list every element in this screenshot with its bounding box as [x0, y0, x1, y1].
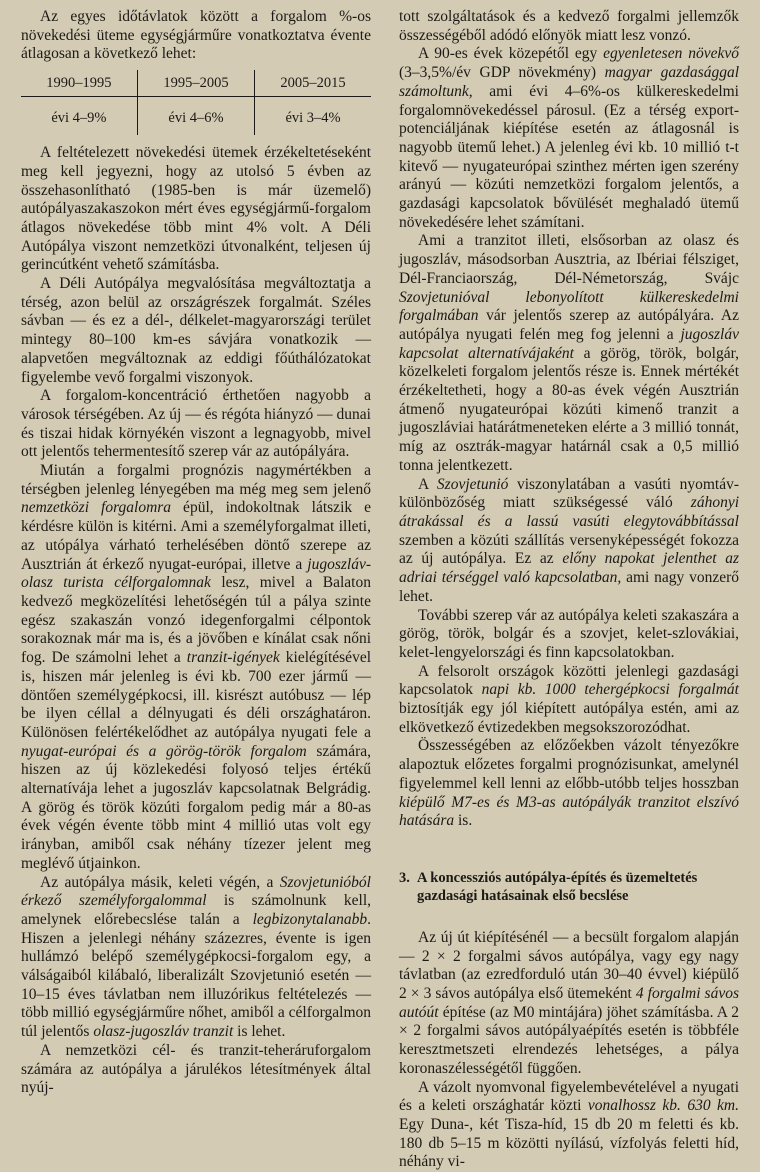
- paragraph: tott szolgáltatások és a kedvező forgalmi jellemzők összességéből adódó előnyök miatt lesz vonzó.: [399, 8, 739, 44]
- emphasis-text: egyenletesen növekvő: [603, 45, 739, 63]
- right-column: [399, 8, 739, 1172]
- text-run: A 90-es évek közepétől egy: [418, 45, 604, 63]
- paragraph: [399, 663, 739, 738]
- emphasis-text: vonalhossz kb. 630 km.: [587, 1097, 739, 1115]
- emphasis-text: előny napokat jelenthet az adriai térséggel való kapcsolatban,: [399, 550, 739, 587]
- text-run: Összességében az előzőekben vázolt tényezőkre alapoztuk előzetes forgalmi prognózisunkat, amelynél figyelemmel kell lenni az előbb-utóbb teljes hosszban: [399, 737, 739, 792]
- text-run: is számolnunk kell, amelynek előrebecslése talán a: [21, 892, 371, 928]
- section-number: 3.: [399, 869, 410, 886]
- left-column: [21, 8, 371, 1098]
- section-title: A koncessziós autópálya-építés és üzemeltetés gazdasági hatásainak első becslése: [417, 869, 698, 904]
- text-run: A felsorolt országok közötti jelenlegi gazdasági kapcsolatok: [399, 662, 739, 699]
- paragraph: A nemzetközi cél- és tranzit-teheráruforgalom számára az autópálya a járulékos létesítmények által nyúj-: [21, 1041, 371, 1097]
- text-run: lesz, mivel a Balaton kedvező megközelítési lehetőségén túl a pálya szinte egész szakaszán vonzó idegenforgalmi célpontok sorakoznak már ma is, és a jövőben e kínálat csak nőni fog. De számolni lehet a: [21, 574, 371, 667]
- paragraph: A Déli Autópálya megvalósítása megváltoztatja a térség, azon belül az országrészek forgalmát. Széles sávban — és ez a dél-, délkelet-magyarországi terület mintegy 80–100 km-es sávjára vonatkozik — alapvetően megváltoznak az eddigi főúthálózatokat figyelembe vevő forgalmi viszonyok.: [21, 275, 371, 386]
- period-header-2: 1995–2005: [137, 70, 254, 97]
- emphasis-text: 4 forgalmi sávos autóút: [399, 985, 740, 1021]
- growth-rate-table: [21, 70, 371, 135]
- growth-table-value-row: [21, 97, 371, 136]
- text-run: Ami a tranzitot illeti, elsősorban az olasz és jugoszláv, másodsorban Ausztria, az Ibériai félsziget, Dél-Franciaország, Dél-Németország, Svájc: [399, 232, 739, 287]
- text-run: is.: [454, 812, 473, 830]
- emphasis-text: jugoszláv kapcsolat alternatívájaként: [399, 325, 739, 362]
- text-run: a görög, török, bolgár, közelkeleti forgalom jelentős része is. Ennek mértékét érzékeltetheti, hogy a 80-as évek végén Ausztrián átmenő nyugateurópai közúti kimenő tranzit a jugoszláviai határátmeneteken elérte a 3 millió tonnát, míg az osztrák-magyar határnál csak a 0,5 millió tonna jelentkezett.: [399, 344, 739, 474]
- text-run: Az autópálya másik, keleti végén, a: [40, 873, 280, 891]
- growth-value-2: évi 4–6%: [137, 97, 254, 136]
- paragraph: A feltételezett növekedési ütemek érzékeltetéseként meg kell jegyezni, hogy az utolsó 5 évben az összehasonlítható (1985-ben is már üzemelő) autópályaszakaszokon mért éves egységjármű-forgalom átlagos növekedése több mint 4% volt. A Déli Autópálya viszont nemzetközi útvonalként, teljesen új gerincútként vehető számításba.: [21, 144, 371, 274]
- emphasis-text: nyugat-európai és a görög-török forgalom: [21, 742, 307, 760]
- paragraph: [399, 929, 739, 1079]
- emphasis-text: Szovjetunióval lebonyolított külkereskedelmi forgalmában: [399, 288, 739, 325]
- growth-value-1: évi 4–9%: [51, 109, 107, 126]
- emphasis-text: magyar gazdasággal számoltunk,: [399, 64, 739, 100]
- text-run: számára, hiszen az új közlekedési folyosó teljes értékű alternatívája lehet a jugoszláv kapcsolatnak Belgrádig. A görög és török közúti forgalom pedig már a 80-as évek végén évente több mint 4 millió utas volt egy irányban, amiből csak néhány tízezer jelent meg meglévő útjainkon.: [21, 742, 371, 872]
- paragraph: A forgalom-koncentráció érthetően nagyobb a városok térségében. Az új — és régóta hiányzó — dunai és tiszai hidak környékén viszont a legnagyobb, mivel ott jelentős tehermentesítő szerep vár az autópályára.: [21, 387, 371, 461]
- emphasis-text: kiépülő M7-es és M3-as autópályák tranzitot elszívó hatására: [399, 793, 739, 830]
- text-run: (3–3,5%/év GDP növekmény): [399, 64, 605, 82]
- text-run: viszonylatában a vasúti nyomtáv-különbözőség miatt szükségessé váló: [399, 475, 739, 512]
- text-run: Egy Duna-, két Tisza-híd, 15 db 20 m feletti és kb. 180 db 5–15 m közötti nyílású, vízfolyás feletti híd, néhány vi-: [399, 1115, 739, 1171]
- text-run: vár jelentős szerep az autópályára. Az autópálya nyugati felén meg fog jelenni a: [399, 307, 739, 343]
- paragraph: [399, 476, 739, 607]
- text-run: . Hiszen a jelenlegi néhány százezres, évente is igen hullámzó belépő személygépkocsi-forgalom egy, a válságaiból kilábaló, liberalizált Szovjetunió esetén — 10–15 éves távlatban nem illuzórikus feltételezés — több millió egységjárműre nőhet, amiből a célforgalmon túl jelentős: [21, 910, 371, 1041]
- emphasis-text: jugoszláv-olasz turista célforgalomnak: [21, 555, 371, 592]
- emphasis-text: tranzit-igények: [186, 649, 280, 667]
- growth-value-3: évi 3–4%: [255, 97, 371, 136]
- emphasis-text: olasz-jugoszláv tranzit: [93, 1023, 234, 1041]
- text-run: is lehet.: [233, 1023, 286, 1041]
- period-header-1: 1990–1995: [21, 70, 137, 97]
- emphasis-text: Szovjetunió: [436, 475, 509, 493]
- emphasis-text: legbizonytalanabb: [252, 910, 368, 928]
- section-heading: [399, 869, 739, 905]
- text-run: ami nagy vonzerő lehet.: [399, 569, 739, 605]
- text-run: ami évi 4–6%-os külkereskedelmi forgalomnövekedéssel párosul. (Ez a térség export-potenciáljának kiépítése esetén az átlagosnál is nagyobb ütemű lehet.) A jelenleg évi kb. 10 millió t-t kitevő — nyugateurópai szinthez mérten igen szerény arányú — közúti nemzetközi forgalom jelentős, a gazdasági kapcsolatok bővülését meghaladó ütemű növekedésére lehet számítani.: [399, 82, 739, 231]
- paragraph: [21, 462, 371, 873]
- text-run: épül, indokoltnak látszik e kérdésre külön is kitérni. Ami a személyforgalmat illeti, az utópálya várható terhelésében döntő szerepe az Ausztrián át érkező nyugat-európai, illetve a: [21, 499, 371, 573]
- paragraph: [21, 874, 371, 1042]
- growth-table-header-row: [21, 70, 371, 97]
- text-run: A vázolt nyomvonal figyelembevételével a nyugati és a keleti országhatár közti: [399, 1078, 739, 1115]
- paragraph: [399, 1079, 739, 1172]
- paragraph: [399, 45, 739, 232]
- text-run: biztosítják egy jól kiépített autópálya estén, ami az elkövetkező évtizedekben megsokszorozódhat.: [399, 700, 739, 736]
- emphasis-text: Szovjetunióból érkező személyforgalommal: [21, 873, 371, 910]
- text-run: Az új út kiépítésénél — a becsült forgalom alapján — 2 × 2 forgalmi sávos autópálya, vagy egy nagy távlatban (az ezredforduló után 30–40 évvel) kiépülő 2 × 3 sávos autópálya első ütemeként: [399, 928, 739, 1003]
- paragraph: További szerep vár az autópálya keleti szakaszára a görög, török, bolgár és a szovjet, kelet-szlovákiai, kelet-lengyelországi és finn kapcsolatokban.: [399, 606, 739, 661]
- text-run: kielégítésével is, hiszen már jelenleg is évi kb. 700 ezer jármű — döntően személygépkocsi, ill. kisrészt autóbusz — lép be ilyen céllal a délnyugati és déli országhatáron. Különösen felértékelődhet az autópálya nyugati fele a: [21, 649, 371, 741]
- emphasis-text: napi kb. 1000 tehergépkocsi forgalmát: [481, 681, 739, 699]
- text-run: Miután a forgalmi prognózis nagymértékben a térségben jelenleg lényegében ma még meg sem jelenő: [21, 462, 371, 498]
- emphasis-text: nemzetközi forgalomra: [21, 499, 172, 517]
- text-run: szemben a közúti szállítás versenyképességét fokozza az új autópálya. Ez az: [399, 531, 739, 568]
- intro-paragraph: Az egyes időtávlatok között a forgalom %-os növekedési üteme egységjárműre vonatkoztatva évente átlagosan a következő lehet:: [21, 8, 371, 63]
- text-run: építése (az M0 mintájára) jöhet számításba. A 2 × 2 forgalmi sávos autópályaépítés esetén is többféle keresztmetszeti elrendezés lehetséges, a pálya koronaszélességétől függően.: [399, 1003, 739, 1077]
- text-run: A: [418, 475, 437, 493]
- emphasis-text: záhonyi átrakással és a lassú vasúti elegytovábbítással: [399, 494, 739, 530]
- paragraph: [399, 232, 739, 475]
- paragraph: [399, 737, 739, 831]
- period-header-3: 2005–2015: [255, 70, 371, 97]
